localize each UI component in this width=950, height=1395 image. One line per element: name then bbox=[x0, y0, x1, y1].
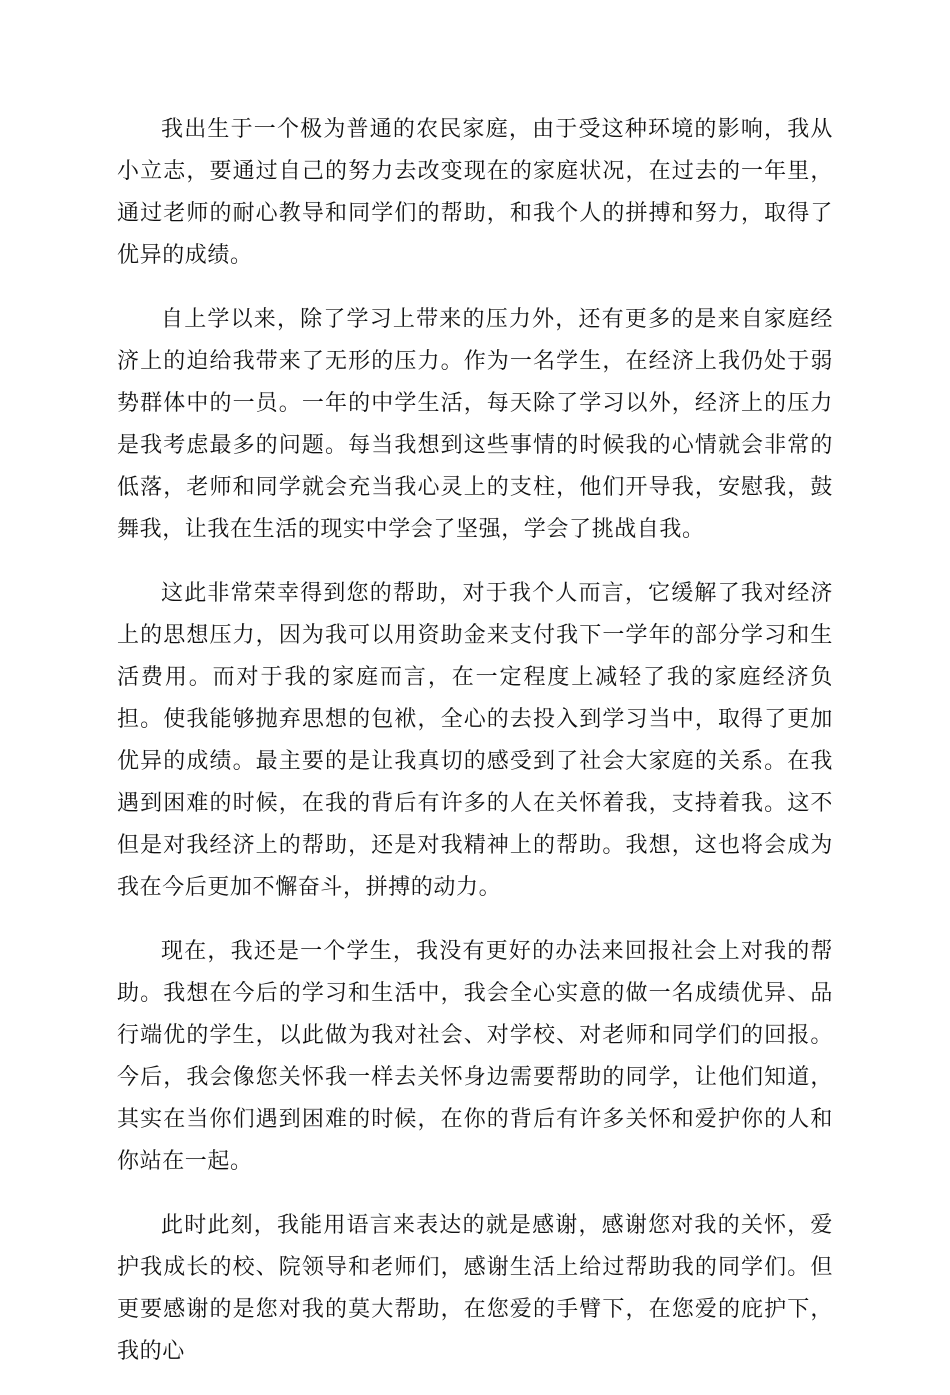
paragraph-1: 我出生于一个极为普通的农民家庭，由于受这种环境的影响，我从小立志，要通过自己的努力去改变现在的家庭状况，在过去的一年里，通过老师的耐心教导和同学们的帮助，和我个人的拼搏和努力，取得了优异的成绩。 bbox=[117, 117, 833, 268]
paragraph-2: 自上学以来，除了学习上带来的压力外，还有更多的是来自家庭经济上的迫给我带来了无形的压力。作为一名学生，在经济上我仍处于弱势群体中的一员。一年的中学生活，每天除了学习以外，经济上的压力是我考虑最多的问题。每当我想到这些事情的时候我的心情就会非常的低落，老师和同学就会充当我心灵上的支柱，他们开导我，安慰我，鼓舞我，让我在生活的现实中学会了坚强，学会了挑战自我。 bbox=[117, 307, 833, 542]
paragraph-5: 此时此刻，我能用语言来表达的就是感谢，感谢您对我的关怀，爱护我成长的校、院领导和老师们，感谢生活上给过帮助我的同学们。但更要感谢的是您对我的莫大帮助，在您爱的手臂下，在您爱的庇护下，我的心 bbox=[117, 1213, 833, 1364]
paragraph-3: 这此非常荣幸得到您的帮助，对于我个人而言，它缓解了我对经济上的思想压力，因为我可以用资助金来支付我下一学年的部分学习和生活费用。而对于我的家庭而言，在一定程度上减轻了我的家庭经济负担。使我能够抛弃思想的包袱，全心的去投入到学习当中，取得了更加优异的成绩。最主要的是让我真切的感受到了社会大家庭的关系。在我遇到困难的时候，在我的背后有许多的人在关怀着我，支持着我。这不但是对我经济上的帮助，还是对我精神上的帮助。我想，这也将会成为我在今后更加不懈奋斗，拼搏的动力。 bbox=[117, 581, 833, 900]
document-body bbox=[117, 109, 833, 1395]
paragraph-4: 现在，我还是一个学生，我没有更好的办法来回报社会上对我的帮助。我想在今后的学习和生活中，我会全心实意的做一名成绩优异、品行端优的学生，以此做为我对社会、对学校、对老师和同学们的回报。今后，我会像您关怀我一样去关怀身边需要帮助的同学，让他们知道，其实在当你们遇到困难的时候，在你的背后有许多关怀和爱护你的人和你站在一起。 bbox=[117, 939, 833, 1174]
